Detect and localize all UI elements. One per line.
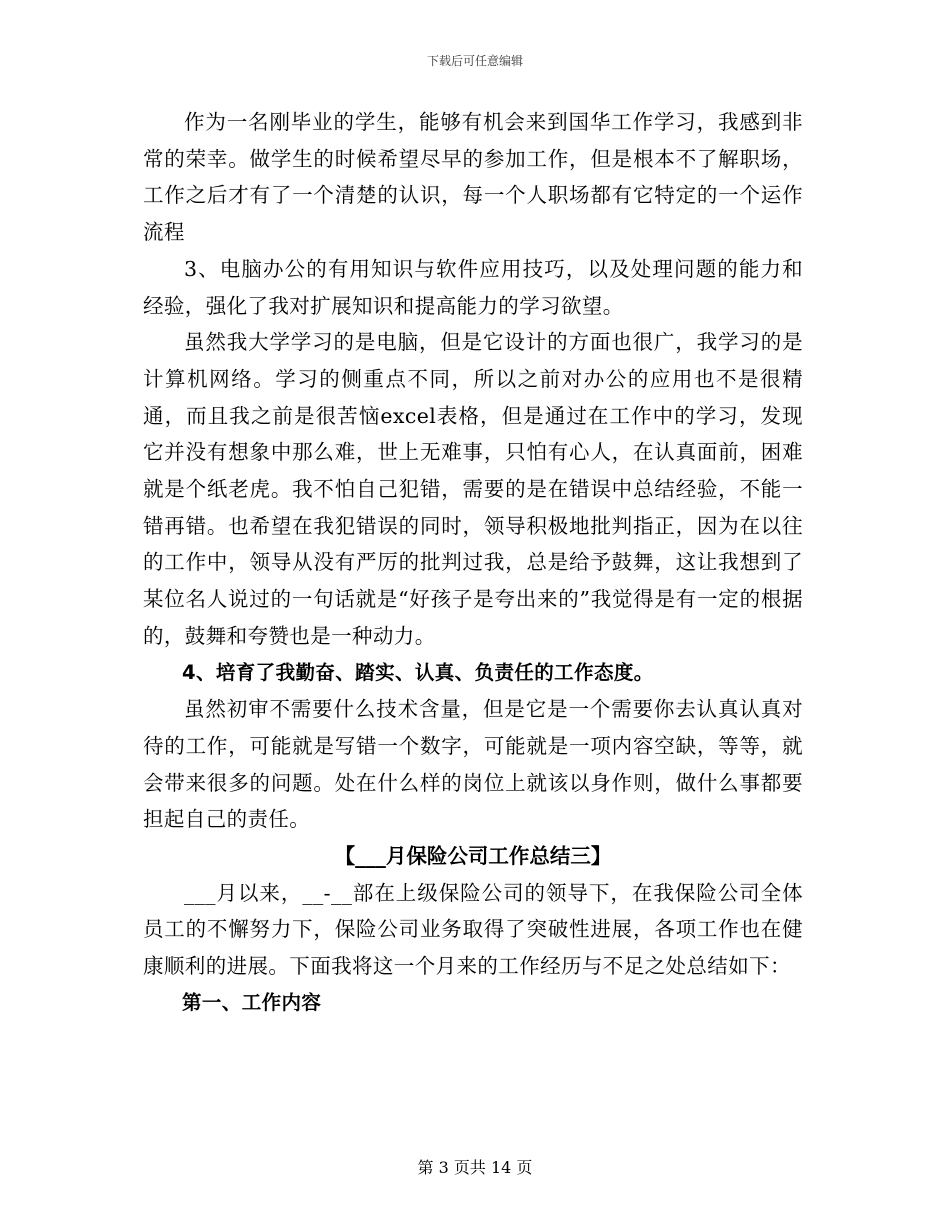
paragraph-point-4-bold: 4、培育了我勤奋、踏实、认真、负责任的工作态度。 [182,660,654,684]
paragraph-month-summary: ___月以来，__-__部在上级保险公司的领导下，在我保险公司全体员工的不懈努力下，保险公司业务取得了突破性进展，各项工作也在健康顺利的进展。下面我将这一个月来的工作经历与不足之处总结如下： [143,880,803,979]
paragraph-intro: 作为一名刚毕业的学生，能够有机会来到国华工作学习，我感到非常的荣幸。做学生的时候希望尽早的参加工作，但是根本不了解职场，工作之后才有了一个清楚的认识，每一个人职场都有它特定的一个运作流程 [143,110,803,245]
paragraph-computer-study: 虽然我大学学习的是电脑，但是它设计的方面也很广，我学习的是计算机网络。学习的侧重点不同，所以之前对办公的应用也不是很精通，而且我之前是很苦恼excel表格，但是通过在工作中的学习，发现它并没有想象中那么难，世上无难事，只怕有心人，在认真面前，困难就是个纸老虎。我不怕自己犯错，需要的是在错误中总结经验，不能一错再错。也希望在我犯错误的同时，领导积极地批判指正，因为在以往的工作中，领导从没有严厉的批判过我，总是给予鼓舞，这让我想到了某位名人说过的一句话就是“好孩子是夸出来的”我觉得是有一定的根据的，鼓舞和夸赞也是一种动力。 [143,330,803,648]
page-header: 下载后可任意编辑 [426,54,523,68]
page-footer: 第 3 页共 14 页 [417,1158,533,1177]
section-heading-summary-3: 【___月保险公司工作总结三】 [334,844,612,869]
paragraph-work-content-bold: 第一、工作内容 [182,990,322,1014]
paragraph-point-3: 3、电脑办公的有用知识与软件应用技巧，以及处理问题的能力和经验，强化了我对扩展知识和提高能力的学习欲望。 [143,256,803,318]
document-body [143,104,803,1022]
paragraph-review-work: 虽然初审不需要什么技术含量，但是它是一个需要你去认真认真对待的工作，可能就是写错一个数字，可能就是一项内容空缺，等等，就会带来很多的问题。处在什么样的岗位上就该以身作则，做什么事都要担起自己的责任。 [143,697,803,832]
